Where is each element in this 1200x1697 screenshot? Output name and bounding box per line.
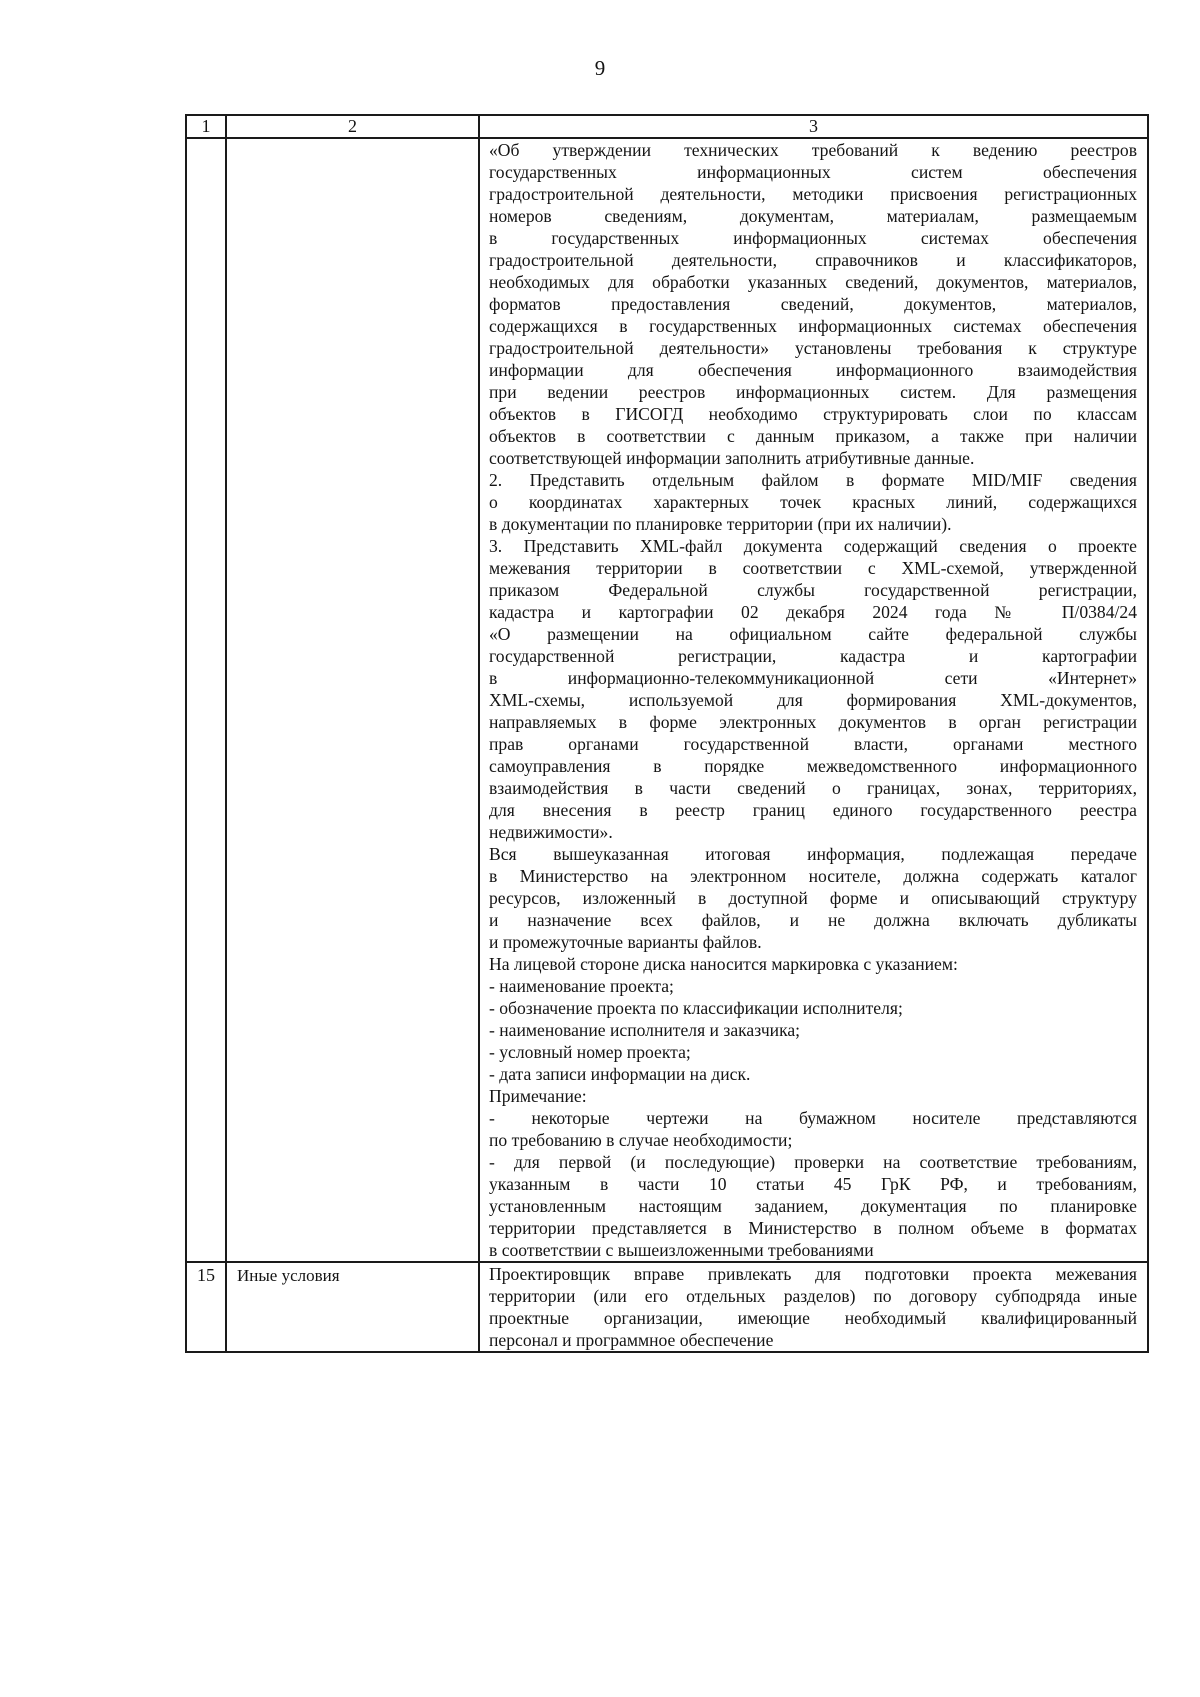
text-line: «Об утверждении технических требований к ведению реестров (489, 140, 1137, 160)
row-content (479, 1262, 1148, 1352)
table-header-row (186, 115, 1148, 138)
page-number: 9 (594, 56, 606, 80)
text-line: объектов в соответствии с данным приказом, а также при наличии (489, 426, 1137, 446)
text-line: информации для обеспечения информационного взаимодействия (489, 360, 1137, 380)
requirements-table (185, 114, 1149, 1353)
text-line: взаимодействия в части сведений о границах, зонах, территориях, (489, 778, 1137, 798)
text-line: необходимых для обработки указанных сведений, документов, материалов, (489, 272, 1137, 292)
row-content-lines (489, 1263, 1137, 1351)
text-line: самоуправления в порядке межведомственного информационного (489, 756, 1137, 776)
text-line: - наименование исполнителя и заказчика; (489, 1020, 801, 1040)
text-line: прав органами государственной власти, органами местного (489, 734, 1137, 754)
table-row-continued (186, 138, 1148, 1262)
text-line: о координатах характерных точек красных линий, содержащихся (489, 492, 1137, 512)
text-line: указанным в части 10 статьи 45 ГрК РФ, и требованиям, (489, 1174, 1137, 1194)
text-line: установленным настоящим заданием, документация по планировке (489, 1196, 1137, 1216)
text-line: кадастра и картографии 02 декабря 2024 года № П/0384/24 (489, 602, 1137, 622)
text-line: форматов предоставления сведений, документов, материалов, (489, 294, 1137, 314)
text-line: номеров сведениям, документам, материалам, размещаемым (489, 206, 1137, 226)
text-line: территории представляется в Министерство в полном объеме в форматах (489, 1218, 1137, 1238)
text-line: по требованию в случае необходимости; (489, 1130, 793, 1150)
text-line: и промежуточные варианты файлов. (489, 932, 762, 952)
text-line: «О размещении на официальном сайте федеральной службы (489, 624, 1137, 644)
text-line: соответствующей информации заполнить атрибутивные данные. (489, 448, 975, 468)
text-line: градостроительной деятельности, методики присвоения регистрационных (489, 184, 1137, 204)
text-line: для внесения в реестр границ единого государственного реестра (489, 800, 1137, 820)
text-line: - наименование проекта; (489, 976, 674, 996)
row-number: 15 (186, 1262, 226, 1352)
text-line: и назначение всех файлов, и не должна включать дубликаты (489, 910, 1137, 930)
text-line: - обозначение проекта по классификации исполнителя; (489, 998, 903, 1018)
text-line: - некоторые чертежи на бумажном носителе представляются (489, 1108, 1137, 1128)
text-line: территории (или его отдельных разделов) по договору субподряда иные (489, 1286, 1137, 1306)
text-line: приказом Федеральной службы государственной регистрации, (489, 580, 1137, 600)
text-line: содержащихся в государственных информационных системах обеспечения (489, 316, 1137, 336)
row-number (186, 138, 226, 1262)
text-line: ресурсов, изложенный в доступной форме и описывающий структуру (489, 888, 1137, 908)
header-col-2: 2 (226, 115, 479, 138)
text-line: проектные организации, имеющие необходимый квалифицированный (489, 1308, 1137, 1328)
row-name (226, 138, 479, 1262)
text-line: в государственных информационных системах обеспечения (489, 228, 1137, 248)
table-row-15 (186, 1262, 1148, 1352)
text-line: государственных информационных систем обеспечения (489, 162, 1137, 182)
text-line: межевания территории в соответствии с XML-схемой, утвержденной (489, 558, 1137, 578)
text-line: персонал и программное обеспечение (489, 1330, 774, 1350)
header-col-1: 1 (186, 115, 226, 138)
text-line: объектов в ГИСОГД необходимо структурировать слои по классам (489, 404, 1137, 424)
text-line: в документации по планировке территории (при их наличии). (489, 514, 952, 534)
text-line: - для первой (и последующие) проверки на соответствие требованиям, (489, 1152, 1137, 1172)
row-content-lines (489, 139, 1137, 1261)
text-line: в Министерство на электронном носителе, должна содержать каталог (489, 866, 1137, 886)
text-line: направляемых в форме электронных документов в орган регистрации (489, 712, 1137, 732)
row-content (479, 138, 1148, 1262)
text-line: при ведении реестров информационных систем. Для размещения (489, 382, 1137, 402)
text-line: недвижимости». (489, 822, 613, 842)
text-line: - дата записи информации на диск. (489, 1064, 751, 1084)
text-line: в информационно-телекоммуникационной сети «Интернет» (489, 668, 1137, 688)
text-line: градостроительной деятельности» установлены требования к структуре (489, 338, 1137, 358)
header-col-3: 3 (479, 115, 1148, 138)
text-line: 2. Представить отдельным файлом в формате MID/MIF сведения (489, 470, 1137, 490)
text-line: Вся вышеуказанная итоговая информация, подлежащая передаче (489, 844, 1137, 864)
text-line: На лицевой стороне диска наносится маркировка с указанием: (489, 954, 958, 974)
text-line: 3. Представить XML-файл документа содержащий сведения о проекте (489, 536, 1137, 556)
row-name: Иные условия (226, 1262, 479, 1352)
text-line: в соответствии с вышеизложенными требованиями (489, 1240, 874, 1260)
text-line: государственной регистрации, кадастра и картографии (489, 646, 1137, 666)
text-line: - условный номер проекта; (489, 1042, 691, 1062)
text-line: Примечание: (489, 1086, 587, 1106)
text-line: градостроительной деятельности, справочников и классификаторов, (489, 250, 1137, 270)
text-line: XML-схемы, используемой для формирования XML-документов, (489, 690, 1137, 710)
text-line: Проектировщик вправе привлекать для подготовки проекта межевания (489, 1264, 1137, 1284)
